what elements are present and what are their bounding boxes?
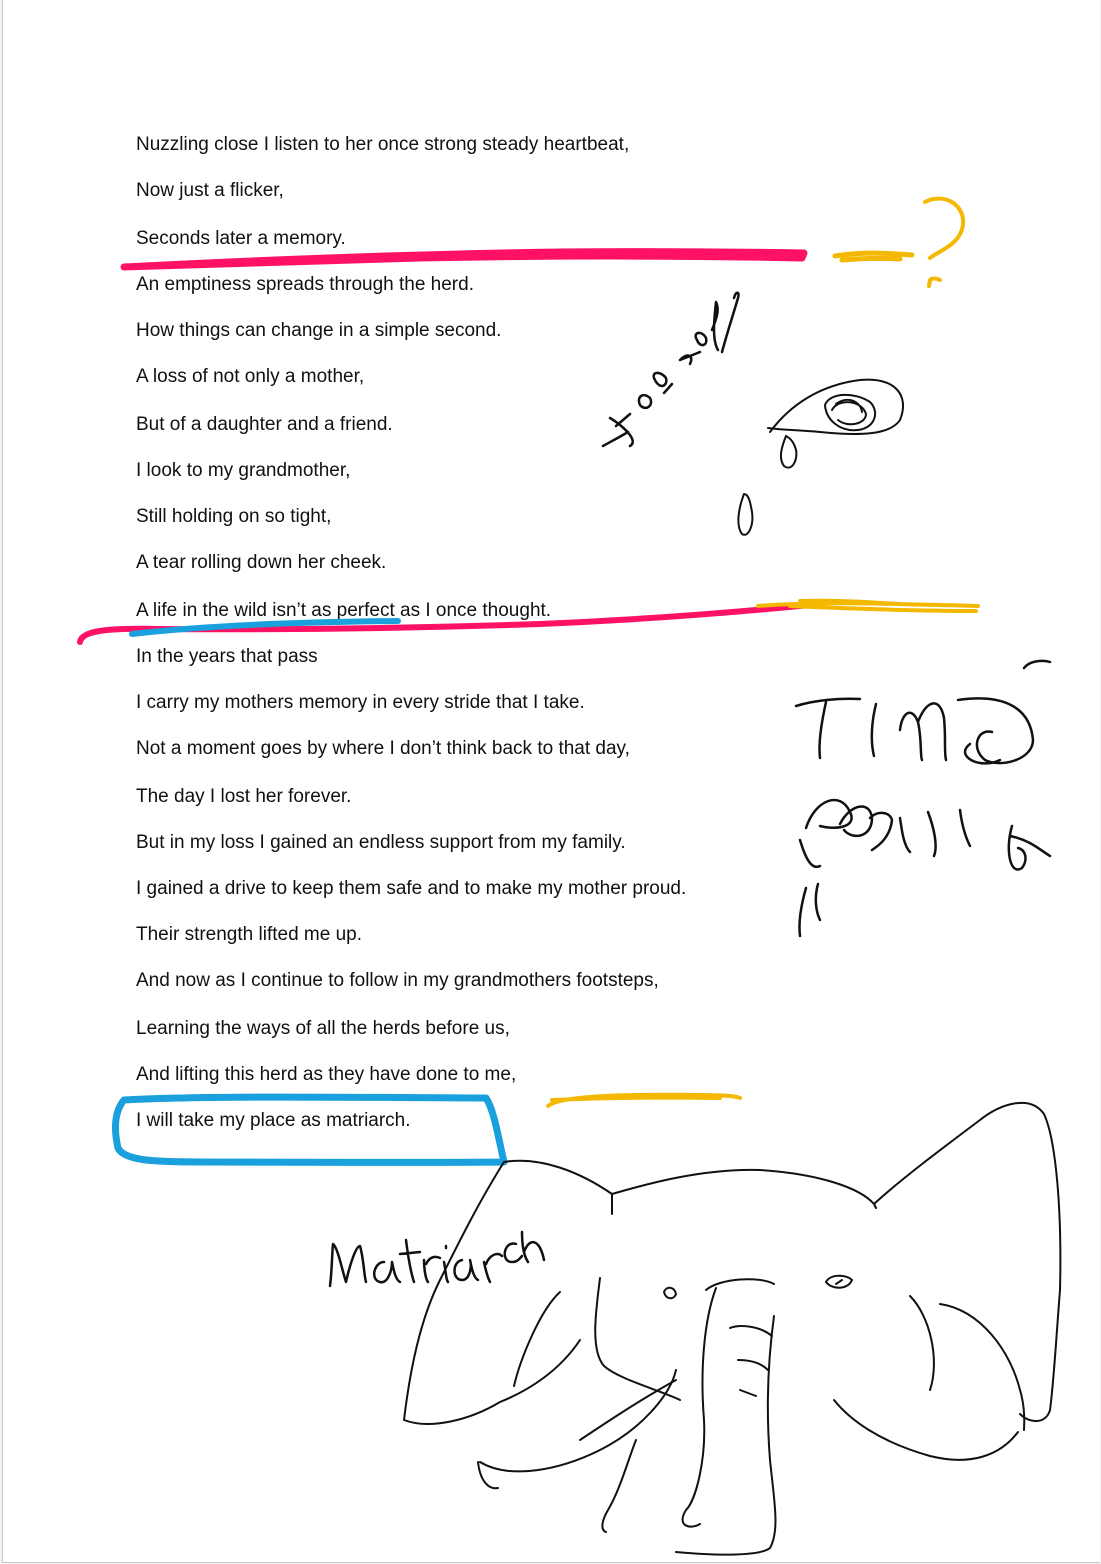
poem-line-20: Learning the ways of all the herds before us,: [136, 1018, 510, 1039]
matriarch-note: [330, 1232, 544, 1286]
poem-line-17: I gained a drive to keep them safe and to make my mother proud.: [136, 878, 687, 899]
poem-line-5: How things can change in a simple second.: [136, 320, 502, 341]
tear-drops: [738, 436, 796, 535]
tear-eye-note: [603, 293, 739, 446]
yellow-highlight-matriarch: [548, 1095, 740, 1106]
poem-line-3: Seconds later a memory.: [136, 228, 346, 249]
poem-line-7: But of a daughter and a friend.: [136, 414, 393, 435]
elephant-sketch-icon: [404, 1103, 1060, 1555]
question-mark-note: [925, 199, 963, 286]
poem-line-15: The day I lost her forever.: [136, 786, 352, 807]
poem-line-22: I will take my place as matriarch.: [136, 1110, 411, 1131]
time-passing-note: [796, 661, 1050, 936]
poem-line-18: Their strength lifted me up.: [136, 924, 362, 945]
poem-line-19: And now as I continue to follow in my grandmothers footsteps,: [136, 970, 659, 991]
crying-eye-sketch-icon: [768, 380, 903, 434]
poem-line-8: I look to my grandmother,: [136, 460, 351, 481]
yellow-dash-mark: [835, 253, 912, 260]
poem-line-6: A loss of not only a mother,: [136, 366, 365, 387]
poem-line-14: Not a moment goes by where I don’t think back to that day,: [136, 738, 630, 759]
blue-box-final-line: [116, 1097, 504, 1162]
poem-line-1: Nuzzling close I listen to her once strong steady heartbeat,: [136, 134, 630, 155]
poem-line-9: Still holding on so tight,: [136, 506, 332, 527]
poem-line-21: And lifting this herd as they have done to me,: [136, 1064, 517, 1085]
poem-line-11: A life in the wild isn’t as perfect as I once thought.: [136, 600, 552, 621]
poem-line-13: I carry my mothers memory in every stride that I take.: [136, 692, 585, 713]
pink-underline-seconds: [124, 252, 804, 267]
poem-line-2: Now just a flicker,: [136, 180, 284, 201]
poem-line-12: In the years that pass: [136, 646, 318, 667]
poem-line-4: An emptiness spreads through the herd.: [136, 274, 474, 295]
pink-underline-life: [80, 604, 820, 642]
poem-line-10: A tear rolling down her cheek.: [136, 552, 387, 573]
poem-line-16: But in my loss I gained an endless support from my family.: [136, 832, 626, 853]
